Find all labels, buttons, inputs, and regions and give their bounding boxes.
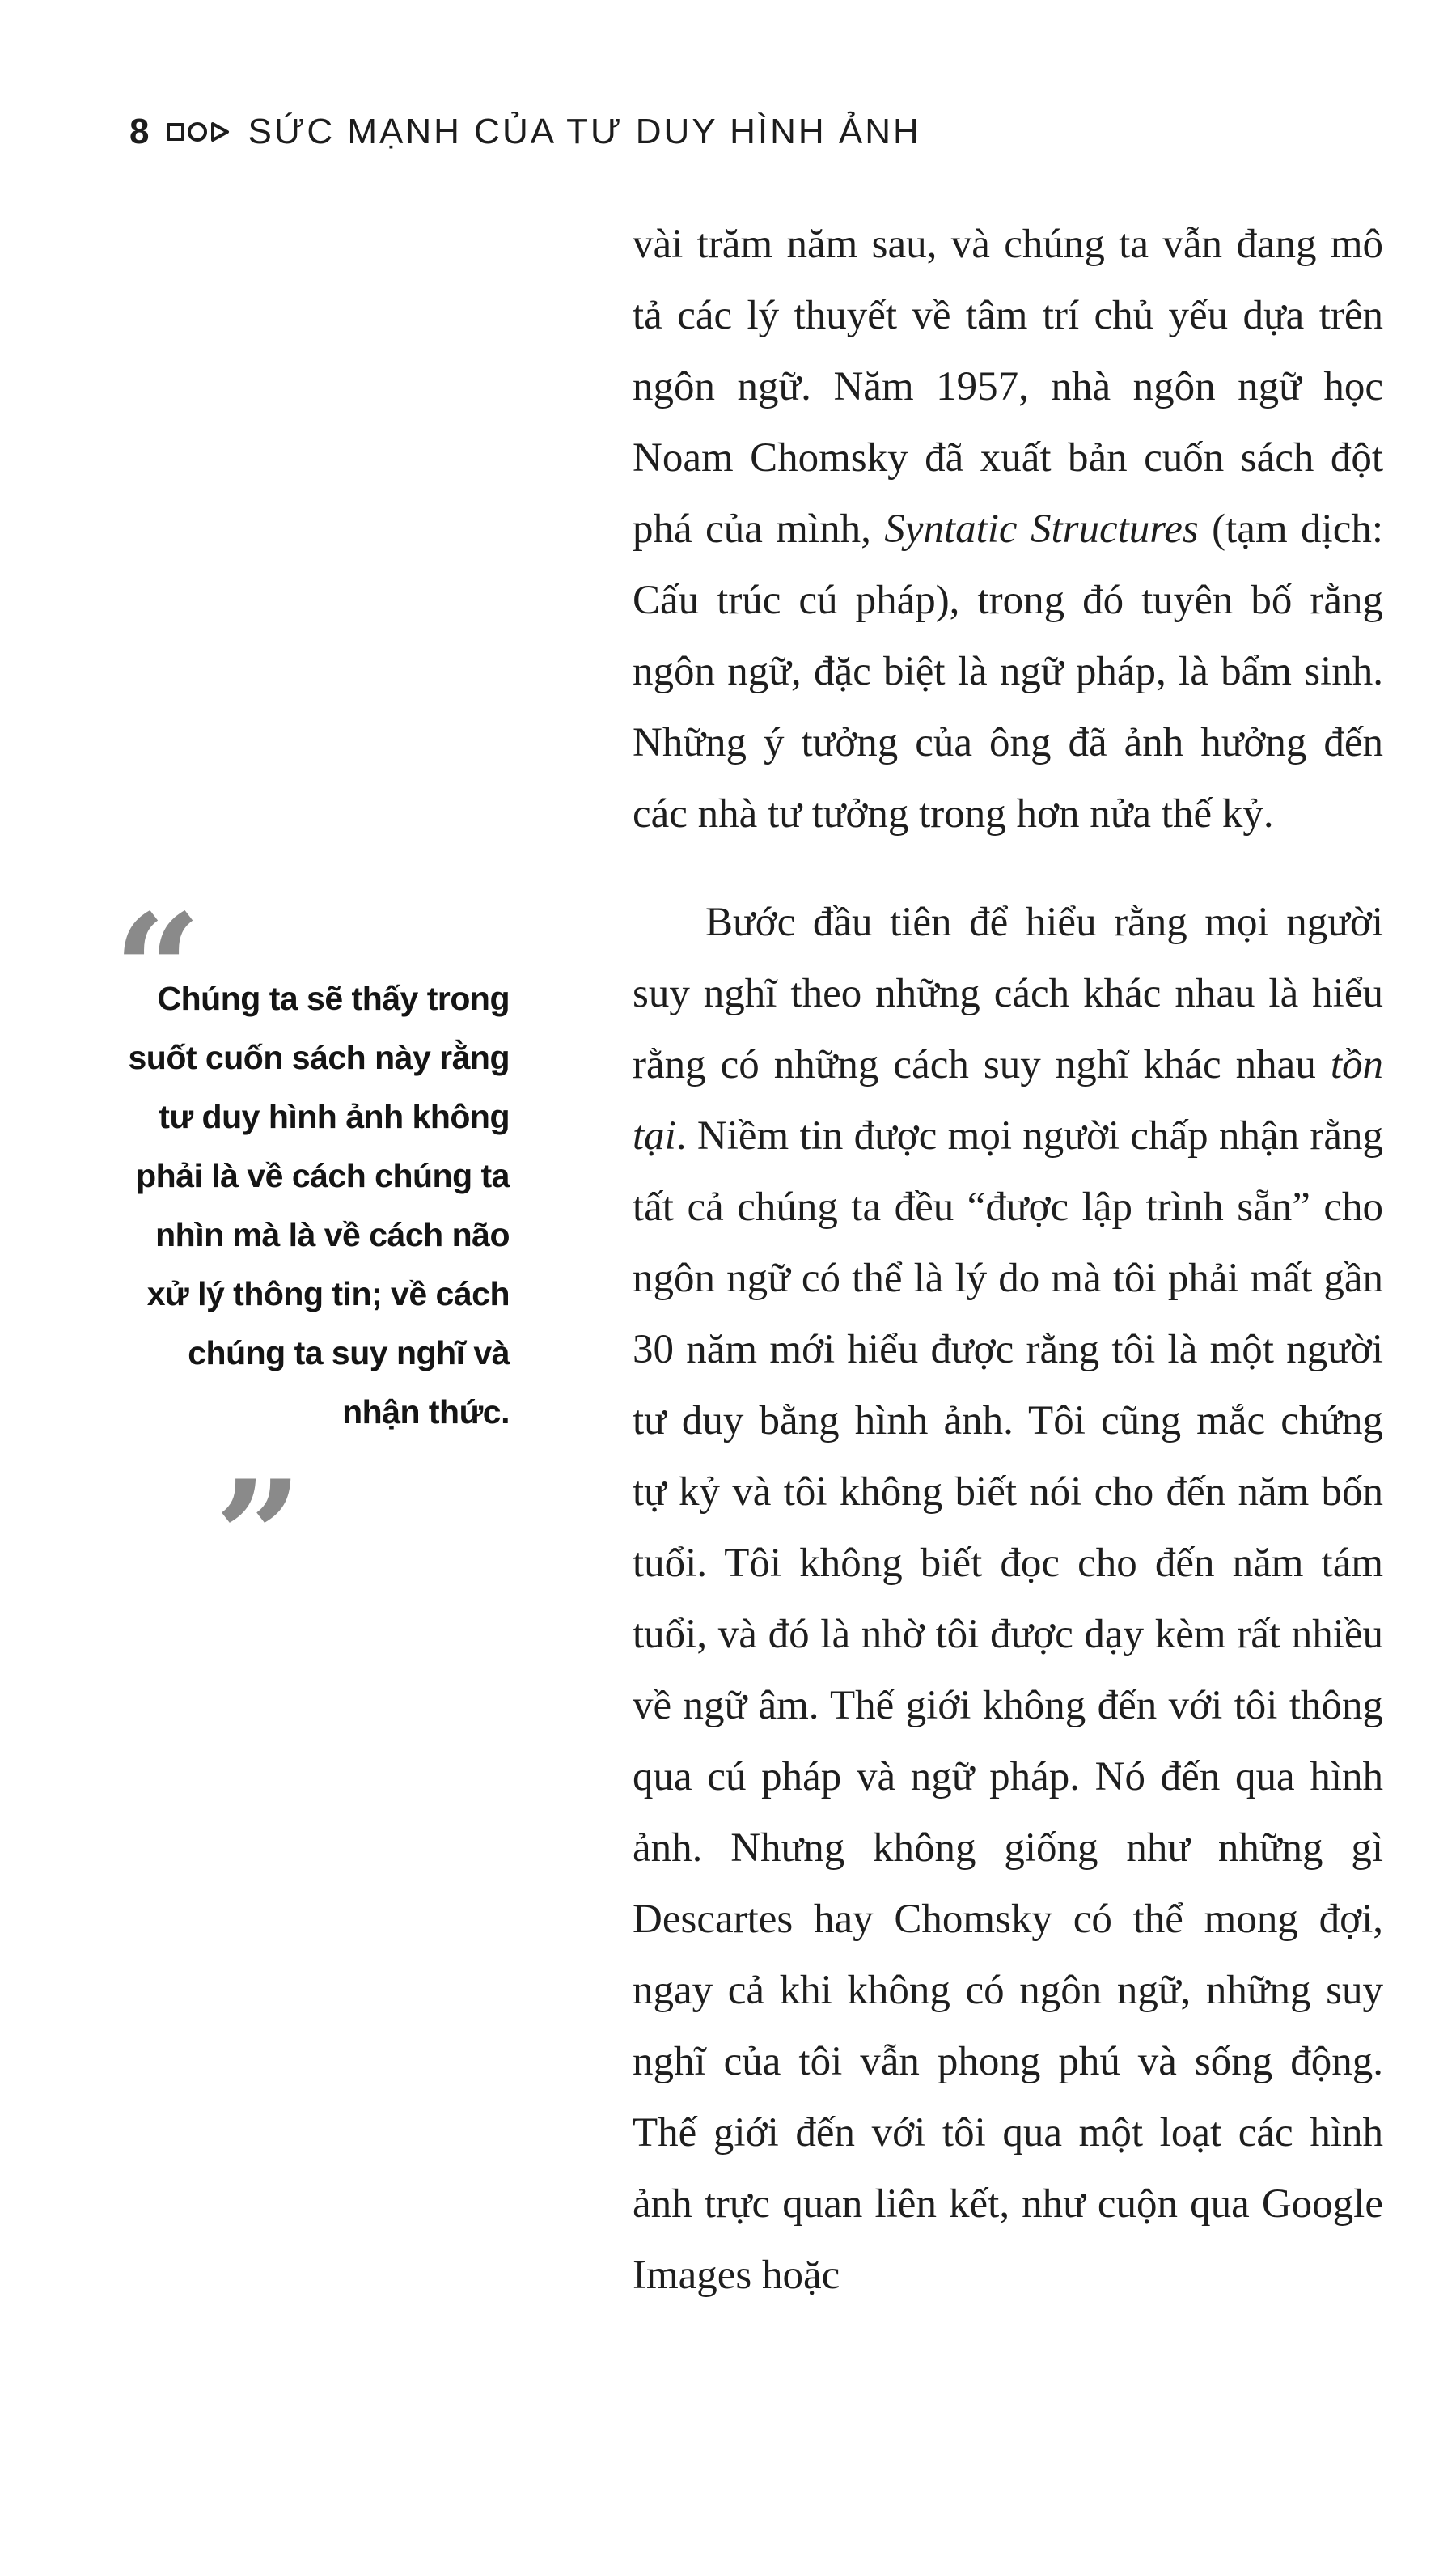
running-header [129, 112, 921, 152]
triangle-icon [210, 121, 230, 142]
paragraph [633, 209, 1383, 850]
circle-icon [188, 122, 207, 142]
body-text [633, 209, 1383, 2311]
square-icon [167, 123, 184, 141]
close-quote-icon: ” [214, 1447, 303, 1627]
open-quote-icon: “ [113, 880, 202, 1061]
paragraph-text: vài trăm năm sau, và chúng ta vẫn đang mô tả các lý thuyết về tâm trí chủ yếu dựa trên ngôn ngữ. Năm 1957, nhà ngôn ngữ học Noam Chomsky đã xuất bản cuốn sách đột phá của mình, [633, 222, 1383, 552]
pull-quote [113, 880, 510, 1442]
header-icons [167, 121, 230, 142]
chapter-title: SỨC MẠNH CỦA TƯ DUY HÌNH ẢNH [248, 112, 921, 151]
emphasis: tồn tại [633, 1042, 1383, 1159]
book-title: Syntatic Structures [884, 507, 1199, 552]
page-number: 8 [129, 112, 150, 151]
paragraph-text: Bước đầu tiên để hiểu rằng mọi người suy nghĩ theo những cách khác nhau là hiểu rằng có những cách suy nghĩ khác nhau [633, 900, 1383, 1087]
pull-quote-text: Chúng ta sẽ thấy trong suốt cuốn sách này rằng tư duy hình ảnh không phải là về cách chúng ta nhìn mà là về cách não xử lý thông tin; về cách chúng ta suy nghĩ và nhận thức. [128, 980, 510, 1431]
paragraph-text: (tạm dịch: Cấu trúc cú pháp), trong đó tuyên bố rằng ngôn ngữ, đặc biệt là ngữ pháp, là bẩm sinh. Những ý tưởng của ông đã ảnh hưởng đến các nhà tư tưởng trong hơn nửa thế kỷ. [633, 507, 1384, 837]
paragraph [633, 887, 1383, 2311]
paragraph-text: . Niềm tin được mọi người chấp nhận rằng tất cả chúng ta đều “được lập trình sẵn” cho ngôn ngữ có thể là lý do mà tôi phải mất gần 30 năm mới hiểu được rằng tôi là một người tư duy bằng hình ảnh. Tôi cũng mắc chứng tự kỷ và tôi không biết nói cho đến năm bốn tuổi. Tôi không biết đọc cho đến năm tám tuổi, và đó là nhờ tôi được dạy kèm rất nhiều về ngữ âm. Thế giới không đến với tôi thông qua cú pháp và ngữ pháp. Nó đến qua hình ảnh. Nhưng không giống như những gì Descartes hay Chomsky có thể mong đợi, ngay cả khi không có ngôn ngữ, những suy nghĩ của tôi vẫn phong phú và sống động. Thế giới đến với tôi qua một loạt các hình ảnh trực quan liên kết, như cuộn qua Google Images hoặc [633, 1113, 1383, 2298]
